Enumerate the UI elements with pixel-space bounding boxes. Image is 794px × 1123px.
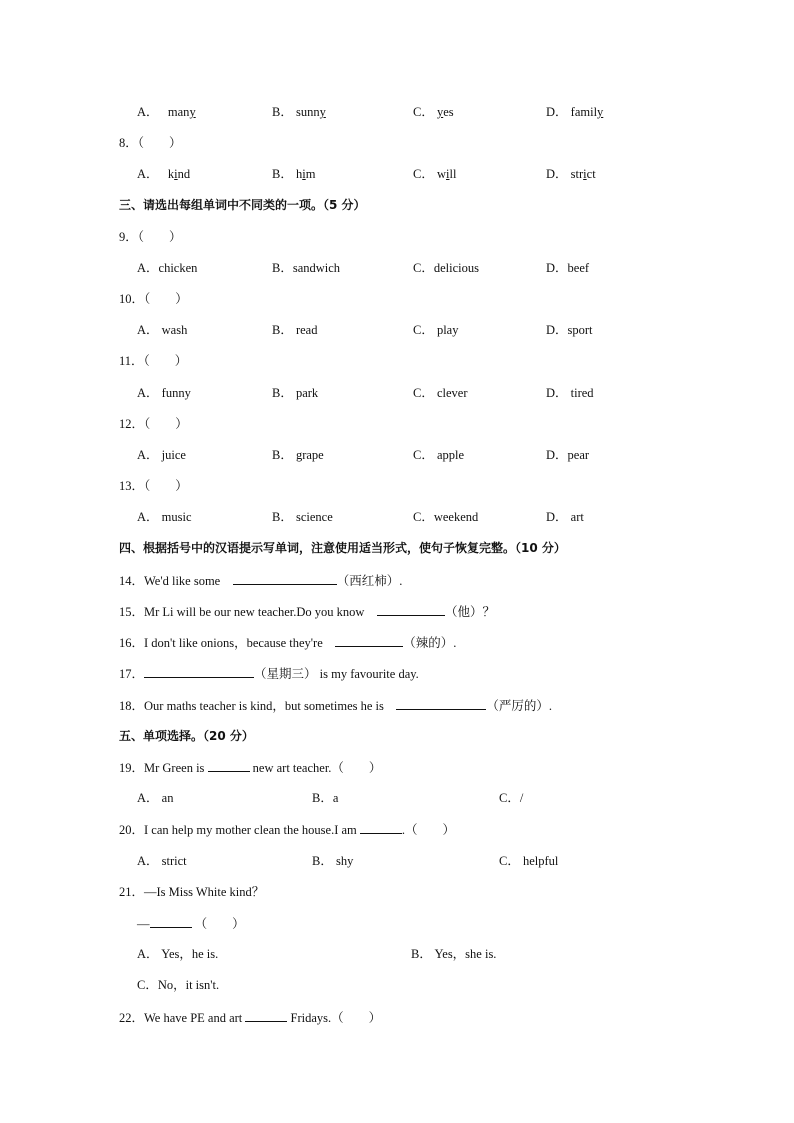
section-3-heading: 三、请选出每组单词中不同类的一项。（5 分） bbox=[119, 198, 366, 212]
q21-option-c: C．No，it isn't. bbox=[137, 978, 220, 992]
section-4-heading: 四、根据括号中的汉语提示写单词，注意使用适当形式，使句子恢复完整。（10 分） bbox=[119, 541, 566, 555]
q10-option-c: C． play bbox=[413, 323, 459, 337]
q12-option-b: B． grape bbox=[272, 448, 324, 462]
q20-stem: 20．I can help my mother clean the house.I am .（ ） bbox=[119, 819, 455, 839]
q20-option-c: C． helpful bbox=[499, 854, 559, 868]
q9-option-c: C．delicious bbox=[413, 261, 479, 275]
q19-option-a: A． an bbox=[137, 791, 174, 805]
q12-option-a: A． juice bbox=[137, 448, 186, 462]
q21-option-b: B． Yes，she is. bbox=[411, 947, 497, 961]
q11-option-a: A． funny bbox=[137, 386, 191, 400]
q14-answer-blank[interactable] bbox=[233, 570, 337, 585]
q18-answer-blank[interactable] bbox=[396, 695, 486, 710]
q21-answer-blank[interactable] bbox=[150, 913, 192, 928]
q20-answer-blank[interactable] bbox=[360, 819, 402, 834]
q8-option-d: D． strict bbox=[546, 167, 596, 181]
q9-stem: 9．（ ） bbox=[119, 230, 182, 244]
q19-stem: 19．Mr Green is new art teacher.（ ） bbox=[119, 757, 381, 777]
q17: 17． （星期三） is my favourite day. bbox=[119, 663, 419, 683]
q8-stem: 8．（ ） bbox=[119, 136, 182, 150]
q20-option-a: A． strict bbox=[137, 854, 187, 868]
q7-option-c: C． yes bbox=[413, 105, 454, 119]
q9-option-d: D．beef bbox=[546, 261, 590, 275]
q8-option-b: B． him bbox=[272, 167, 316, 181]
q12-option-d: D．pear bbox=[546, 448, 590, 462]
q21-option-a: A． Yes，he is. bbox=[137, 947, 219, 961]
q13-option-c: C．weekend bbox=[413, 510, 479, 524]
q10-option-d: D．sport bbox=[546, 323, 593, 337]
q7-option-a: A． many bbox=[137, 105, 196, 119]
q7-option-d: D． family bbox=[546, 105, 604, 119]
q16-answer-blank[interactable] bbox=[335, 632, 403, 647]
q13-option-b: B． science bbox=[272, 510, 333, 524]
q19-option-b: B．a bbox=[312, 791, 339, 805]
q11-option-b: B． park bbox=[272, 386, 319, 400]
q17-answer-blank[interactable] bbox=[144, 663, 254, 678]
q8-option-c: C． will bbox=[413, 167, 457, 181]
q9-option-a: A．chicken bbox=[137, 261, 198, 275]
q10-option-b: B． read bbox=[272, 323, 318, 337]
q12-stem: 12．（ ） bbox=[119, 417, 188, 431]
q16: 16．I don't like onions，because they're （辣的）. bbox=[119, 632, 456, 652]
section-5-heading: 五、单项选择。（20 分） bbox=[119, 729, 254, 743]
q12-option-c: C． apple bbox=[413, 448, 465, 462]
q21-stem: 21．—Is Miss White kind？ bbox=[119, 885, 265, 899]
q10-option-a: A． wash bbox=[137, 323, 188, 337]
q8-option-a: A． kind bbox=[137, 167, 191, 181]
q10-stem: 10．（ ） bbox=[119, 292, 188, 306]
q13-option-d: D． art bbox=[546, 510, 584, 524]
q7-option-b: B． sunny bbox=[272, 105, 326, 119]
q22-stem: 22．We have PE and art Fridays.（ ） bbox=[119, 1007, 381, 1027]
q13-stem: 13．（ ） bbox=[119, 479, 188, 493]
q15: 15．Mr Li will be our new teacher.Do you know （他）？ bbox=[119, 601, 495, 621]
q18: 18．Our maths teacher is kind，but sometimes he is （严厉的）. bbox=[119, 695, 552, 715]
q9-option-b: B．sandwich bbox=[272, 261, 341, 275]
q11-option-c: C． clever bbox=[413, 386, 468, 400]
q14: 14．We'd like some （西红柿）. bbox=[119, 570, 402, 590]
q19-option-c: C．/ bbox=[499, 791, 524, 805]
q22-answer-blank[interactable] bbox=[245, 1007, 287, 1022]
q11-stem: 11．（ ） bbox=[119, 354, 188, 368]
q15-answer-blank[interactable] bbox=[377, 601, 445, 616]
q11-option-d: D． tired bbox=[546, 386, 594, 400]
q19-answer-blank[interactable] bbox=[208, 757, 250, 772]
q21-answer-line: — （ ） bbox=[137, 913, 245, 933]
q13-option-a: A． music bbox=[137, 510, 192, 524]
q20-option-b: B． shy bbox=[312, 854, 354, 868]
